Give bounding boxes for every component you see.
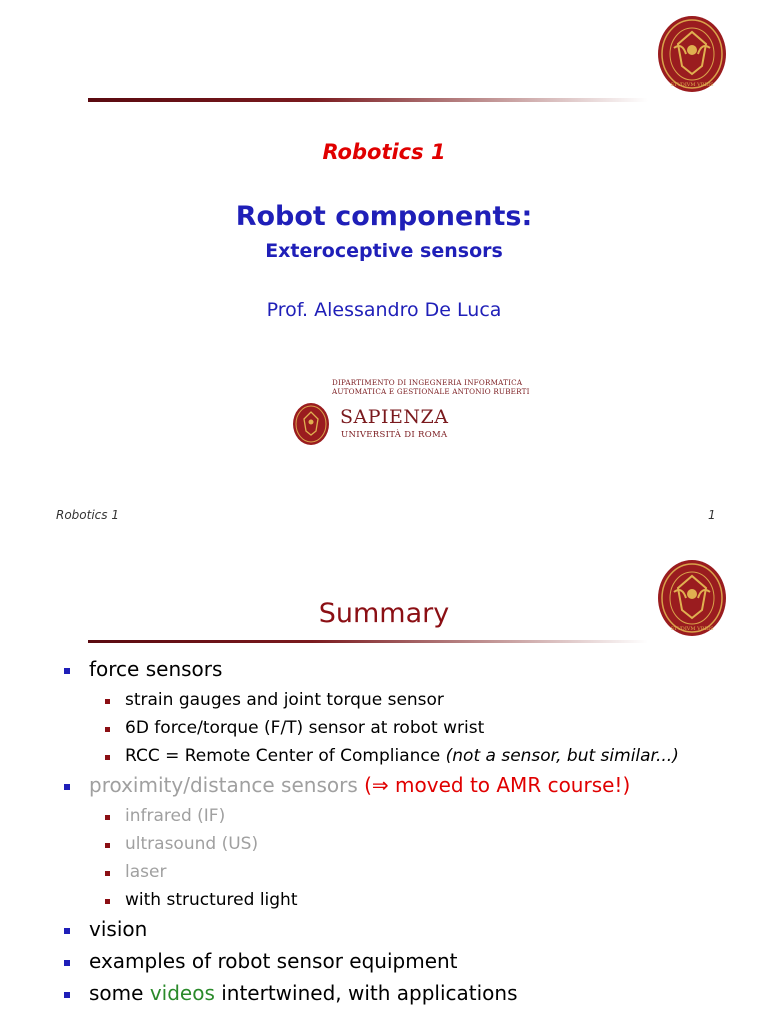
list-item	[62, 978, 752, 1010]
footer-course: Robotics 1	[56, 508, 119, 522]
list-item-text: some	[89, 981, 150, 1005]
list-item-text: examples of robot sensor equipment	[89, 949, 458, 973]
list-item-note: (⇒ moved to AMR course!)	[364, 773, 631, 797]
list-item	[62, 770, 752, 802]
bullet-icon	[64, 928, 70, 934]
bullet-icon	[105, 727, 110, 732]
bullet-icon	[64, 668, 70, 674]
list-item-text: strain gauges and joint torque sensor	[125, 690, 444, 710]
list-item	[62, 830, 752, 858]
list-item-text: proximity/distance sensors	[89, 773, 365, 797]
list-item-text: laser	[125, 862, 167, 882]
bullet-icon	[105, 699, 110, 704]
list-item-note: (not a sensor, but similar...)	[445, 746, 679, 766]
university-subtitle: UNIVERSITÀ DI ROMA	[341, 430, 448, 440]
list-item	[62, 858, 752, 886]
bullet-icon	[105, 899, 110, 904]
course-title: Robotics 1	[322, 140, 446, 164]
list-item	[62, 714, 752, 742]
list-item-text: force sensors	[89, 657, 223, 681]
list-item-text: 6D force/torque (F/T) sensor at robot wrist	[125, 718, 485, 738]
list-item-text: vision	[89, 917, 148, 941]
summary-title: Summary	[318, 598, 450, 629]
department-name	[332, 378, 530, 396]
videos-link[interactable]: videos	[149, 981, 215, 1005]
list-item-text: infrared (IF)	[125, 806, 226, 826]
bullet-icon	[105, 843, 110, 848]
list-item-text: with structured light	[125, 890, 298, 910]
list-item-text: ultrasound (US)	[125, 834, 259, 854]
list-item-text: RCC = Remote Center of Compliance	[125, 746, 446, 766]
bullet-icon	[64, 784, 70, 790]
bullet-icon	[64, 992, 70, 998]
bullet-icon	[105, 871, 110, 876]
university-name: SAPIENZA	[340, 406, 449, 428]
list-item	[62, 742, 752, 770]
list-item	[62, 946, 752, 978]
author: Prof. Alessandro De Luca	[266, 299, 502, 321]
page-number: 1	[708, 508, 716, 522]
bullet-icon	[64, 960, 70, 966]
bullet-icon	[105, 755, 110, 760]
summary-slide	[0, 512, 768, 1024]
slide-subtitle: Exteroceptive sensors	[265, 240, 503, 262]
list-item	[62, 914, 752, 946]
header-rule	[88, 640, 648, 643]
list-item	[62, 802, 752, 830]
department-line-2: AUTOMATICA E GESTIONALE ANTONIO RUBERTI	[332, 387, 530, 396]
seal-text: STVDIVM VRBIS	[670, 626, 714, 632]
list-item	[62, 654, 752, 686]
seal-text: STVDIVM VRBIS	[670, 82, 714, 88]
sapienza-seal-icon	[656, 14, 728, 94]
bullet-icon	[105, 815, 110, 820]
list-item-text-rest: intertwined, with applications	[214, 981, 518, 1005]
list-item	[62, 686, 752, 714]
header-rule	[88, 98, 648, 102]
department-line-1: DIPARTIMENTO DI INGEGNERIA INFORMATICA	[332, 378, 523, 387]
slide-title: Robot components:	[235, 201, 533, 232]
list-item	[62, 886, 752, 914]
sapienza-logo-seal-icon	[292, 402, 330, 446]
summary-list	[62, 654, 752, 1010]
